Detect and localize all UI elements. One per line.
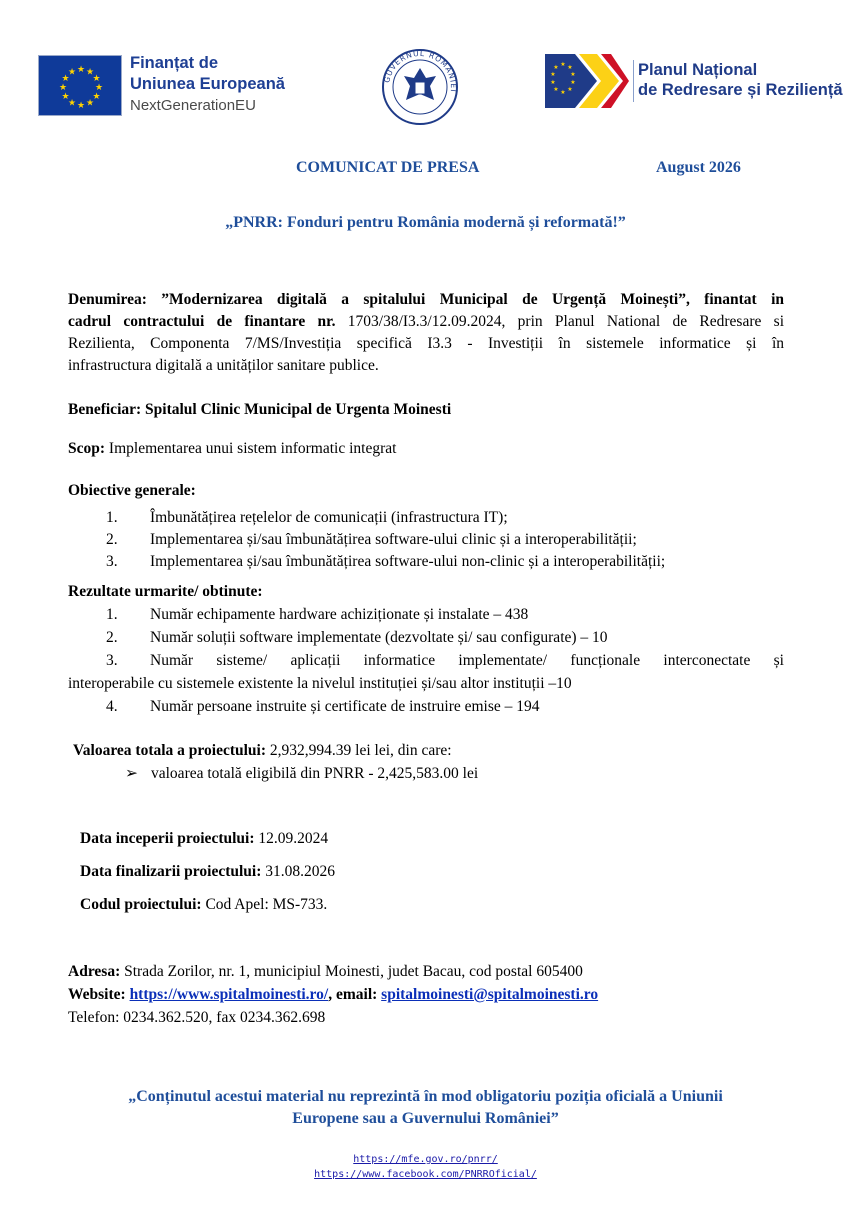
svg-text:★: ★ [570, 71, 576, 78]
svg-text:★: ★ [553, 86, 559, 93]
svg-text:★: ★ [85, 98, 95, 109]
mfe-link[interactable]: https://mfe.gov.ro/pnrr/ [353, 1154, 498, 1165]
address-value: Strada Zorilor, nr. 1, municipiul Moinesti, judet Bacau, cod postal 605400 [120, 963, 583, 980]
project-name-line4: infrastructura digitală a unităților sanitare publice. [68, 357, 379, 374]
pnrr-logo-icon [545, 54, 629, 108]
scope-value: Implementarea unui sistem informatic integrat [105, 440, 397, 457]
contract-value: 1703/38/I3.3/12.09.2024, prin Planul National de Redresare si [335, 313, 785, 330]
facebook-link[interactable]: https://www.facebook.com/PNRROficial/ [314, 1169, 537, 1180]
results-heading: Rezultate urmarite/ obtinute: [68, 583, 263, 600]
svg-text:★: ★ [550, 71, 556, 78]
project-value-label: Valoarea totala a proiectului: [73, 742, 267, 759]
svg-text:★: ★ [92, 92, 101, 102]
svg-text:★: ★ [567, 86, 573, 93]
eu-funding-label [130, 53, 285, 116]
list-text: Implementarea și/sau îmbunătățirea software-ului non-clinic și a interoperabilității; [150, 553, 666, 570]
address-label: Adresa: [68, 963, 121, 980]
list-number: 4. [106, 698, 118, 715]
website-email [68, 984, 598, 1006]
svg-text:★: ★ [567, 64, 573, 71]
list-text: Număr soluții software implementate (dezvoltate și/ sau configurate) – 10 [150, 629, 608, 646]
project-name-line3: Rezilienta, Componenta 7/MS/Investiția specifică I3.3 - Investiții în sistemele informatice și în [68, 335, 784, 352]
project-value [73, 740, 452, 762]
objectives-heading: Obiective generale: [68, 482, 196, 499]
list-item [106, 551, 665, 573]
project-name-line2 [68, 311, 784, 333]
disclaimer-line2: Europene sau a Guvernului României” [292, 1110, 559, 1127]
result-item-3 [106, 650, 784, 672]
svg-text:★: ★ [61, 92, 70, 102]
project-code [80, 894, 327, 916]
list-text: Număr persoane instruite și certificate de instruire emise – 194 [150, 698, 540, 715]
list-number: 2. [106, 531, 118, 548]
svg-text:★: ★ [570, 79, 576, 86]
scope-label: Scop: [68, 440, 106, 457]
disclaimer-line1: „Conținutul acestui material nu reprezintă în mod obligatoriu poziția oficială a Uniunii [128, 1088, 723, 1105]
svg-text:★: ★ [560, 61, 566, 68]
website-link[interactable]: https://www.spitalmoinesti.ro/ [129, 986, 329, 1003]
result-item-3-continued: interoperabile cu sistemele existente la nivelul instituției și/sau altor instituții –10 [68, 675, 572, 692]
svg-text:★: ★ [550, 79, 556, 86]
arrow-bullet-icon: ➢ [125, 765, 138, 782]
eligible-value-text: valoarea totală eligibilă din PNRR - 2,425,583.00 lei [151, 765, 479, 782]
eu-line3: NextGenerationEU [130, 97, 256, 114]
svg-text:★: ★ [85, 67, 95, 78]
svg-text:★: ★ [61, 74, 70, 84]
svg-text:★: ★ [58, 83, 68, 93]
press-release-label: COMUNICAT DE PRESA [296, 159, 480, 176]
svg-text:★: ★ [553, 64, 559, 71]
eu-line1: Finanțat de [130, 54, 219, 72]
list-text: Număr sisteme/ aplicații informatice implementate/ funcționale interconectate și [150, 652, 784, 669]
pnrr-line2: de Redresare și Reziliență [638, 81, 843, 99]
start-date-value: 12.09.2024 [254, 830, 329, 847]
scope [68, 438, 396, 460]
objectives-list [106, 507, 665, 573]
project-code-label: Codul proiectului: [80, 896, 202, 913]
project-name-block [68, 289, 784, 377]
list-number: 1. [106, 509, 118, 526]
website-label: Website: [68, 986, 130, 1003]
list-number: 3. [106, 652, 118, 669]
end-date-value: 31.08.2026 [261, 863, 336, 880]
pnrr-line1: Planul Național [638, 61, 758, 79]
project-value-amount: 2,932,994.39 lei lei, din care: [266, 742, 452, 759]
end-date [80, 861, 335, 883]
list-text: Implementarea și/sau îmbunătățirea software-ului clinic și a interoperabilității; [150, 531, 637, 548]
beneficiary: Beneficiar: Spitalul Clinic Municipal de Urgenta Moinesti [68, 401, 452, 418]
eligible-value-item [125, 763, 478, 785]
svg-text:★: ★ [94, 83, 104, 93]
government-seal-icon [380, 48, 460, 126]
pnrr-divider [633, 60, 634, 102]
list-text: Număr echipamente hardware achiziționate și instalate – 438 [150, 606, 529, 623]
svg-text:★: ★ [76, 101, 86, 111]
result-item-4 [106, 696, 540, 718]
svg-text:★: ★ [92, 74, 101, 84]
start-date-label: Data inceperii proiectului: [80, 830, 255, 847]
pnrr-label [638, 60, 843, 100]
contract-label: cadrul contractului de finantare nr. [68, 313, 336, 330]
phone: Telefon: 0234.362.520, fax 0234.362.698 [68, 1009, 326, 1026]
eu-flag-icon [38, 55, 122, 116]
svg-text:★: ★ [560, 89, 566, 96]
project-name-line1: Denumirea: ”Modernizarea digitală a spitalului Municipal de Urgență Moinești”, finantat in [68, 291, 784, 308]
slogan: „PNRR: Fonduri pentru România modernă și reformată!” [225, 214, 626, 231]
press-date: August 2026 [656, 159, 741, 176]
email-link[interactable]: spitalmoinesti@spitalmoinesti.ro [381, 986, 599, 1003]
seal-text: GUVERNUL ROMÂNIEI [382, 48, 459, 94]
svg-text:★: ★ [67, 67, 77, 78]
list-number: 3. [106, 553, 118, 570]
svg-text:★: ★ [76, 65, 86, 75]
email-label: , email: [328, 986, 382, 1003]
start-date [80, 828, 328, 850]
list-item [106, 507, 665, 529]
footer-links [0, 1151, 851, 1181]
list-number: 1. [106, 606, 118, 623]
svg-text:★: ★ [67, 98, 77, 109]
disclaimer [0, 1086, 851, 1130]
result-item-1 [106, 604, 528, 626]
address [68, 961, 583, 983]
project-code-value: Cod Apel: MS-733. [201, 896, 328, 913]
result-item-2 [106, 627, 608, 649]
list-item [106, 529, 665, 551]
eu-line2: Uniunea Europeană [130, 75, 285, 93]
list-number: 2. [106, 629, 118, 646]
end-date-label: Data finalizarii proiectului: [80, 863, 262, 880]
list-text: Îmbunătățirea rețelelor de comunicații (infrastructura IT); [150, 509, 508, 526]
